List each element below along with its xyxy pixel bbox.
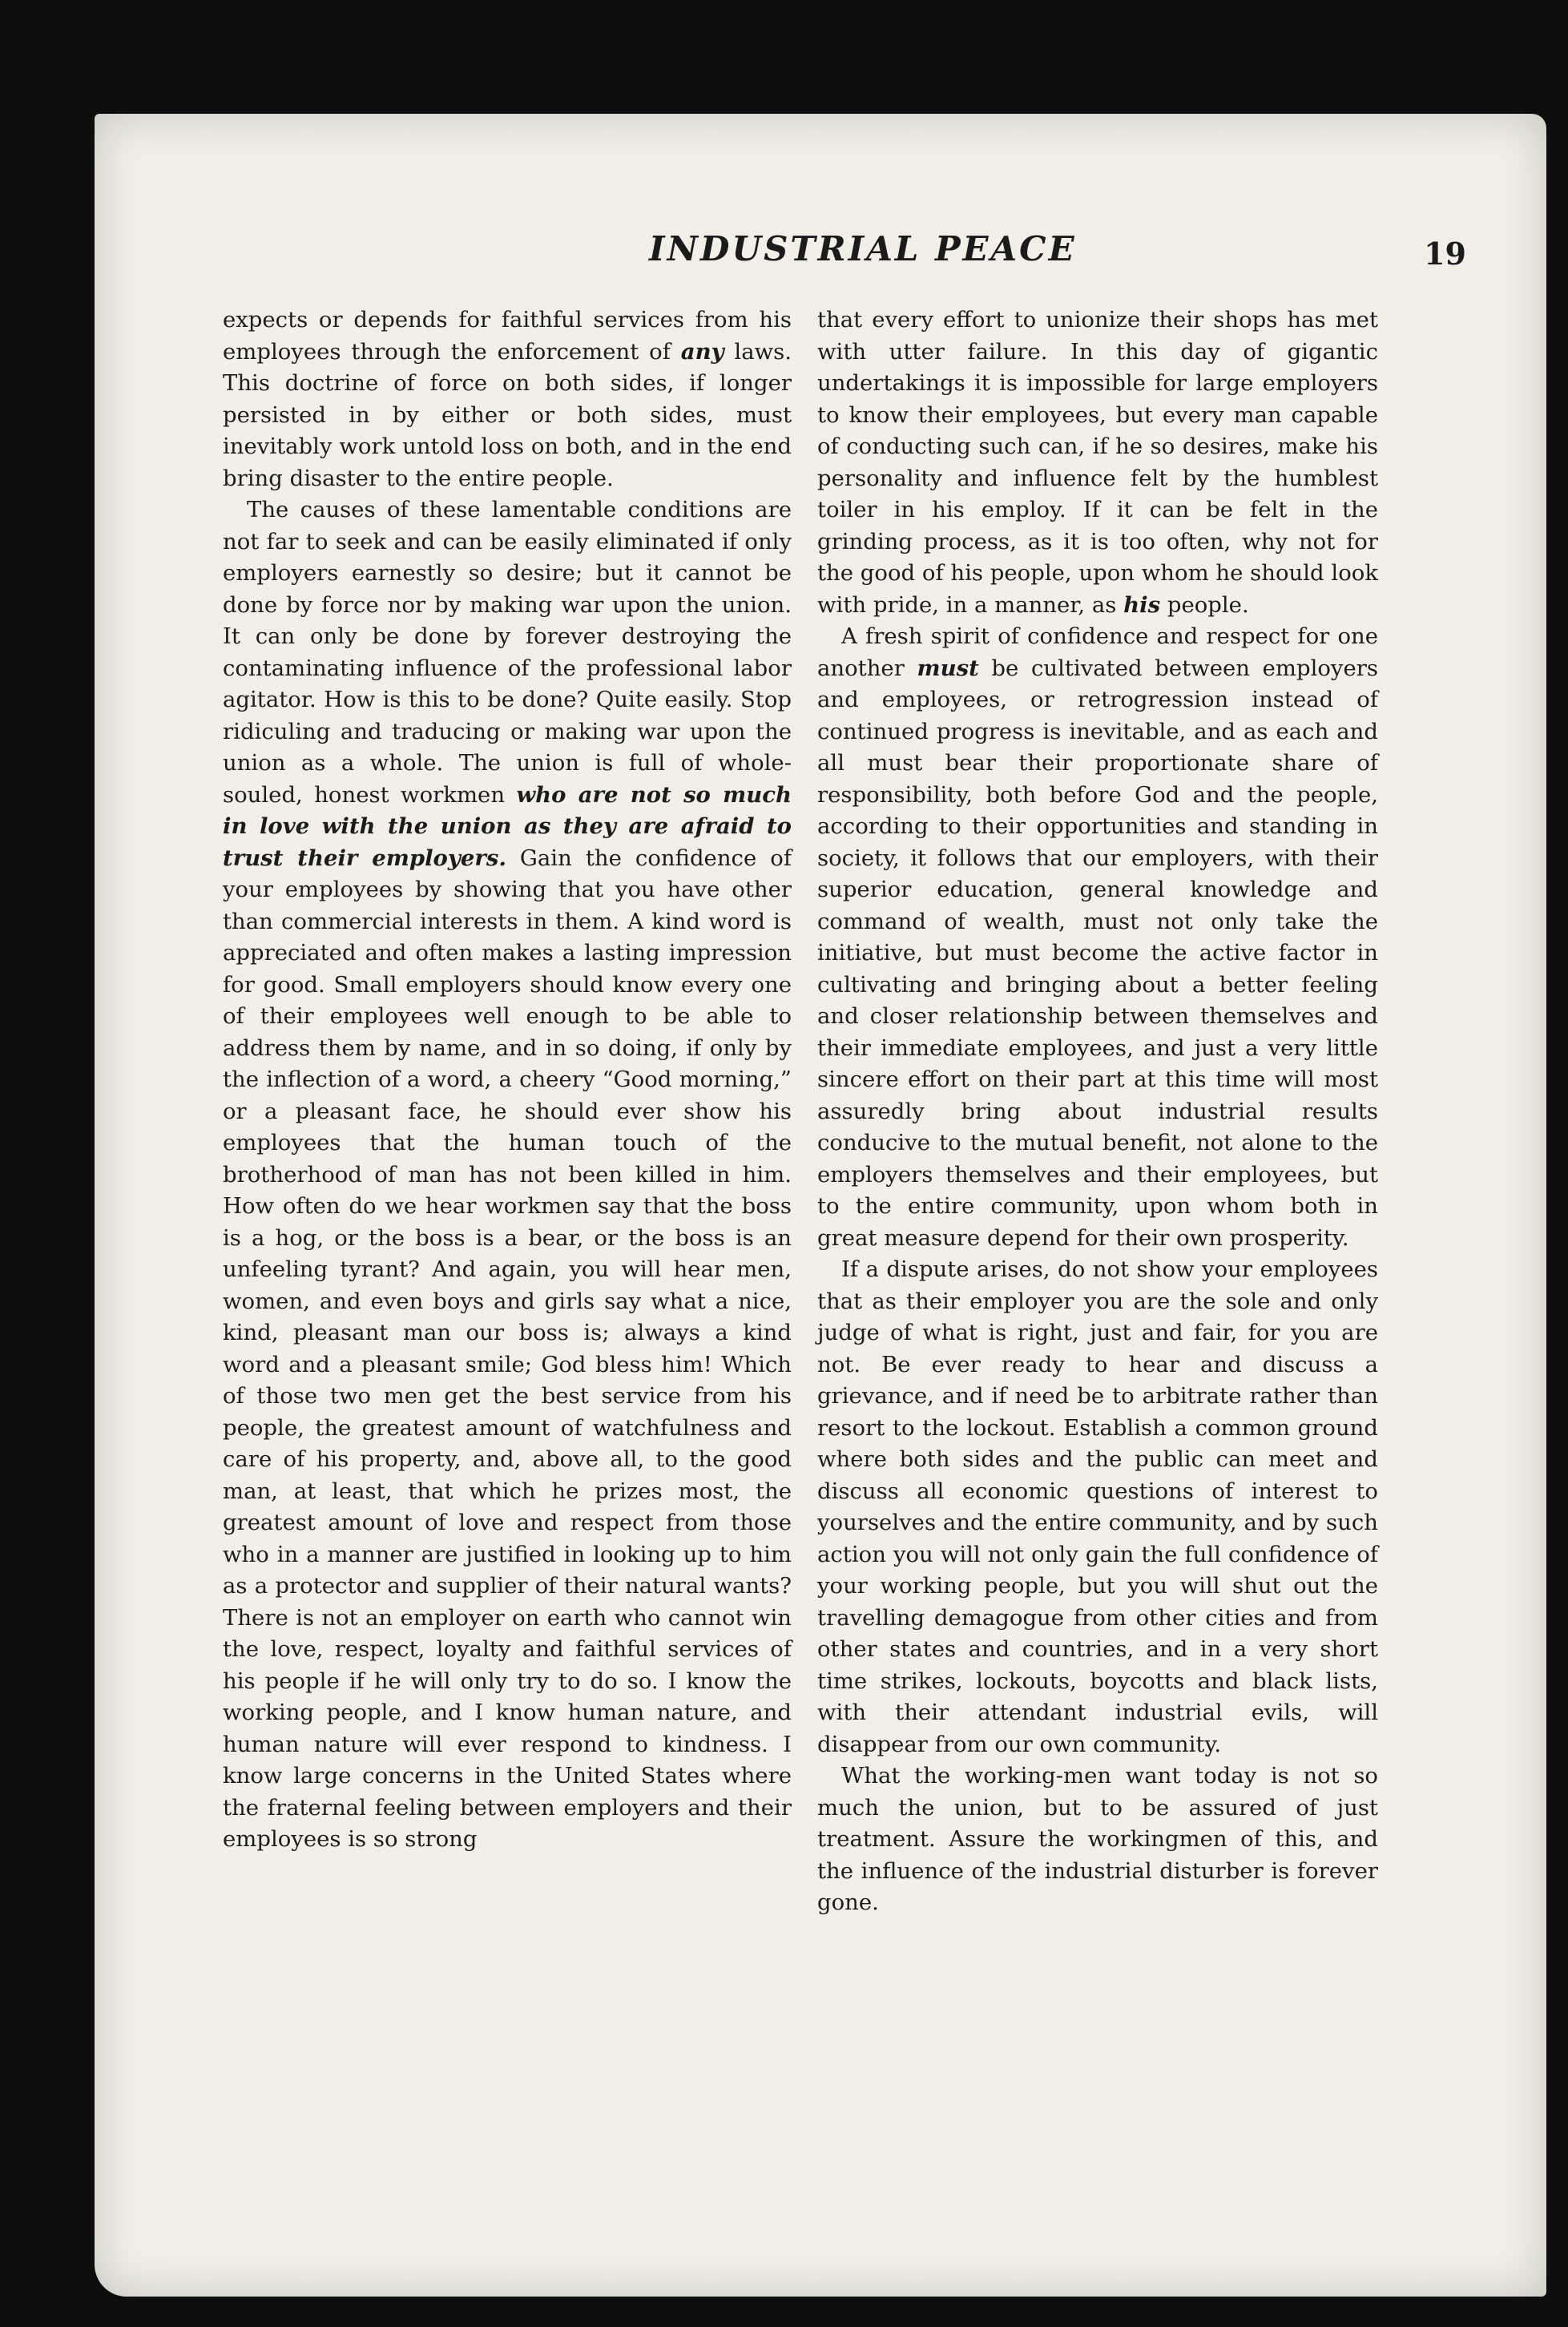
page-header	[240, 229, 1466, 277]
emphasis-text: who are not so much in love with the union as they are afraid to trust their employers.	[223, 781, 792, 871]
page-number: 19	[1424, 236, 1466, 272]
text-run: Gain the confidence of your employees by showing that you have other than commercial interests in them. A kind word is appreciated and often makes a lasting impression for good. Small employers should know every one of their employees well enough to be able to address them by name, and in so doing, if only by the inflection of a word, a cheery “Good morning,” or a pleasant face, he should ever show his employees that the human touch of the brotherhood of man has not been killed in him. How often do we hear workmen say that the boss is a hog, or the boss is a bear, or the boss is an unfeeling tyrant? And again, you will hear men, women, and even boys and girls say what a nice, kind, pleasant man our boss is; always a kind word and a pleasant smile; God bless him! Which of those two men get the best service from his people, the greatest amount of watchfulness and care of his property, and, above all, to the good man, at least, that which he prizes most, the greatest amount of love and respect from those who in a manner are justified in looking up to him as a protector and supplier of their natural wants? There is not an employer on earth who cannot win the love, respect, loyalty and faithful services of his people if he will only try to do so. I know the working people, and I know human nature, and human nature will ever respond to kindness. I know large concerns in the United States where the fraternal feeling between employers and their employees is so strong	[223, 845, 792, 1852]
text-run: people.	[1160, 591, 1249, 618]
left-column	[223, 304, 792, 1856]
text-run: expects or depends for faithful services from his employees through the enforcement of	[223, 307, 792, 365]
paragraph	[817, 621, 1378, 1254]
text-run: be cultivated between employers and employees, or retrogression instead of continued progress is inevitable, and as each and all must bear their proportionate share of responsibility, both before God and the people, according to their opportunities and standing in society, it follows that our employers, with their superior education, general knowledge and command of wealth, must not only take the initiative, but must become the active factor in cultivating and bringing about a better feeling and closer relationship between themselves and their immediate employees, and just a very little sincere effort on their part at this time will most assuredly bring about industrial results conducive to the mutual benefit, not alone to the employers themselves and their employees, but to the entire community, upon whom both in great measure depend for their own prosperity.	[817, 655, 1378, 1251]
text-run: that every effort to unionize their shops has met with utter failure. In this day of gigantic undertakings it is impossible for large employers to know their employees, but every man capable of conducting such can, if he so desires, make his personality and influence felt by the humblest toiler in his employ. If it can be felt in the grinding process, as it is too often, why not for the good of his people, upon whom he should look with pride, in a manner, as	[817, 307, 1378, 618]
paragraph	[223, 304, 792, 494]
text-run: A fresh spirit of confidence and respect for one another	[817, 623, 1378, 681]
running-title: INDUSTRIAL PEACE	[649, 229, 1077, 268]
emphasis-text: must	[917, 655, 979, 681]
right-column	[817, 304, 1378, 1919]
emphasis-text: his	[1123, 591, 1161, 618]
text-run: laws. This doctrine of force on both sides, if longer persisted in by either or both sides, must inevitably work untold loss on both, and in the end bring disaster to the entire people.	[223, 338, 792, 491]
emphasis-text: any	[680, 338, 724, 365]
paragraph: If a dispute arises, do not show your employees that as their employer you are the sole and only judge of what is right, just and fair, for you are not. Be ever ready to hear and discuss a grievance, and if need be to arbitrate rather than resort to the lockout. Establish a common ground where both sides and the public can meet and discuss all economic questions of interest to yourselves and the entire community, and by such action you will not only gain the full confidence of your working people, but you will shut out the travelling demagogue from other cities and from other states and countries, and in a very short time strikes, lockouts, boycotts and black lists, with their attendant industrial evils, will disappear from our own community.	[817, 1256, 1378, 1757]
paragraph	[223, 494, 792, 1856]
paragraph	[817, 304, 1378, 621]
text-run: The causes of these lamentable conditions are not far to seek and can be easily eliminated if only employers earnestly so desire; but it cannot be done by force nor by making war upon the union. It can only be done by forever destroying the contaminating influence of the professional labor agitator. How is this to be done? Quite easily. Stop ridiculing and traducing or making war upon the union as a whole. The union is full of whole-souled, honest workmen	[223, 497, 792, 808]
paragraph: What the working-men want today is not so much the union, but to be assured of just treatment. Assure the workingmen of this, and the influence of the industrial disturber is forever gone.	[817, 1763, 1378, 1915]
